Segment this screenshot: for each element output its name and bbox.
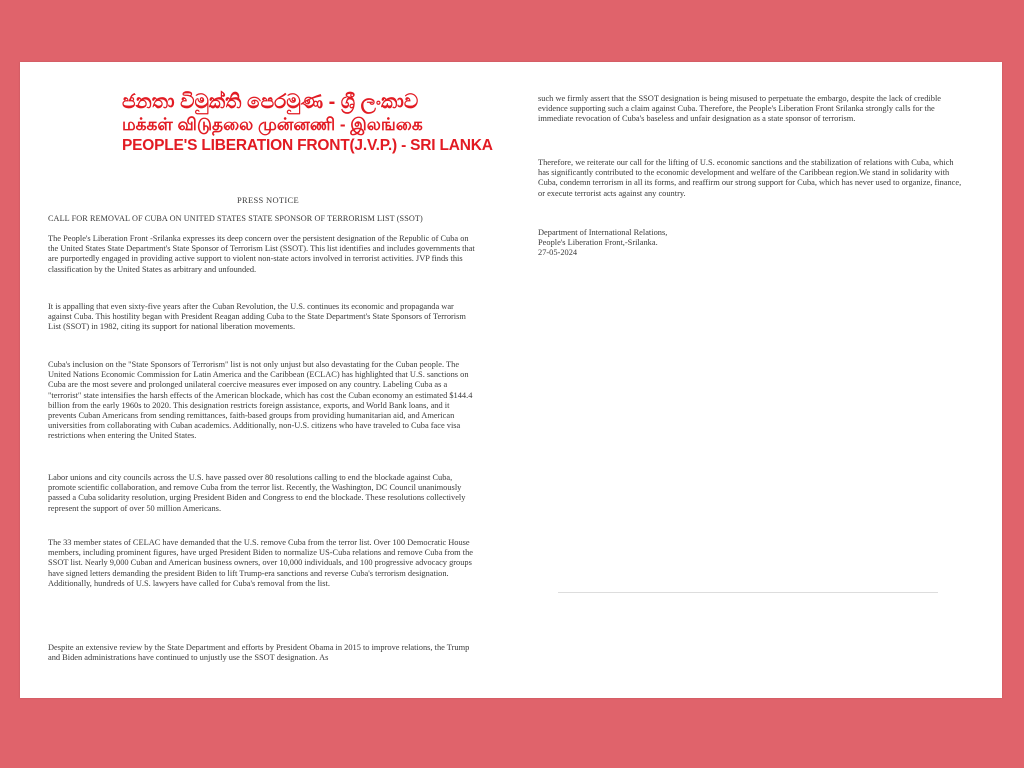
signature-block [538, 228, 966, 259]
footer-contact-block [558, 592, 938, 621]
paragraph-4: Labor unions and city councils across the U.S. have passed over 80 resolutions calling to end the blockade against Cuba, promote scientific collaboration, and remove Cuba from the terror list. Recently, the Washington, DC Council unanimously passed a Cuba solidarity resolution, urging President Biden and Congress to end the blockade. These resolutions collectively represent the support of over 50 million Americans. [48, 473, 466, 513]
letterhead-sinhala: ජනතා විමුක්ති පෙරමුණ - ශ්‍රී ලංකාව [122, 91, 419, 113]
signature-date: 27-05-2024 [538, 248, 578, 258]
page-right [538, 62, 978, 698]
letterhead-tamil: மக்கள் விடுதலை முன்னணி - இலங்கை [122, 115, 423, 134]
paragraph-5: The 33 member states of CELAC have demanded that the U.S. remove Cuba from the terror list. Over 100 Democratic House members, including prominent figures, have urged President Biden to normalize US-Cuba relations and remove Cuba from the SSOT list. Nearly 9,000 Cuban and American business owners, over 10,000 individuals, and 100 progressive advocacy groups have signed letters demanding the president Biden to lift Trump-era sanctions and reverse Cuba's terrorism designation. Additionally, hundreds of U.S. lawyers have called for Cuba's removal from the list. [48, 538, 474, 588]
document-paper [20, 62, 1002, 698]
page-left [48, 62, 493, 698]
paragraph-6: Despite an extensive review by the State Department and efforts by President Obama in 2015 to improve relations, the Trump and Biden administrations have continued to unjustly use the SSOT designation. As [48, 643, 470, 663]
signature-organization: People's Liberation Front,-Srilanka. [538, 238, 658, 248]
paragraph-1: The People's Liberation Front -Srilanka expresses its deep concern over the persistent designation of the Republic of Cuba on the United States State Department's State Sponsor of Terrorism List (SSOT). This list identifies and includes governments that are purportedly engaged in providing active support to violent non-state actors involved in terrorist activities. JVP finds this classification by the United States as arbitrary and unfounded. [48, 234, 475, 274]
paragraph-7: such we firmly assert that the SSOT designation is being misused to perpetuate the embargo, despite the lack of credible evidence supporting such a claim against Cuba. Therefore, the People's Liberation Front Srilanka strongly calls for the immediate revocation of Cuba's baseless and unfair designation as a state sponsor of terrorism. [538, 94, 941, 124]
letterhead-english: PEOPLE'S LIBERATION FRONT(J.V.P.) - SRI LANKA [122, 137, 493, 154]
letterhead [122, 90, 493, 157]
paragraph-3: Cuba's inclusion on the "State Sponsors of Terrorism" list is not only unjust but also devastating for the Cuban people. The United Nations Economic Commission for Latin America and the Caribbean (ECLAC) has highlighted that U.S. sanctions on Cuba are the most severe and prolonged unilateral coercive measures ever imposed on any country. Labeling Cuba as a "terrorist" state intensifies the harsh effects of the American blockade, which has cost the Cuban economy an estimated $144.4 billion from the early 1960s to 2020. This designation restricts foreign assistance, exports, and World Bank loans, and it prevents Cuban Americans from sending remittances, faith-based groups from providing humanitarian aid, and American universities from collaborating with Cuban academics. Additionally, non-U.S. citizens who have traveled to Cuba face visa restrictions when entering the United States. [48, 360, 473, 441]
paragraph-2: It is appalling that even sixty-five years after the Cuban Revolution, the U.S. continues its economic and propaganda war against Cuba. This hostility began with President Reagan adding Cuba to the State Department's State Sponsors of Terrorism List (SSOT) in 1982, citing its support for national liberation movements. [48, 302, 466, 332]
press-notice-title: PRESS NOTICE [237, 195, 299, 205]
footer-line [558, 615, 938, 621]
signature-department: Department of International Relations, [538, 228, 668, 237]
paragraph-8: Therefore, we reiterate our call for the lifting of U.S. economic sanctions and the stabilization of relations with Cuba, which has significantly contributed to the economic development and welfare of the Caribbean region.We stand in solidarity with Cuba, condemn terrorism in all its forms, and reaffirm our strong support for Cuba, which has never used to organize, finance, or execute terrorist acts against any country. [538, 158, 962, 198]
call-title: CALL FOR REMOVAL OF CUBA ON UNITED STATES STATE SPONSOR OF TERRORISM LIST (SSOT) [48, 214, 423, 223]
